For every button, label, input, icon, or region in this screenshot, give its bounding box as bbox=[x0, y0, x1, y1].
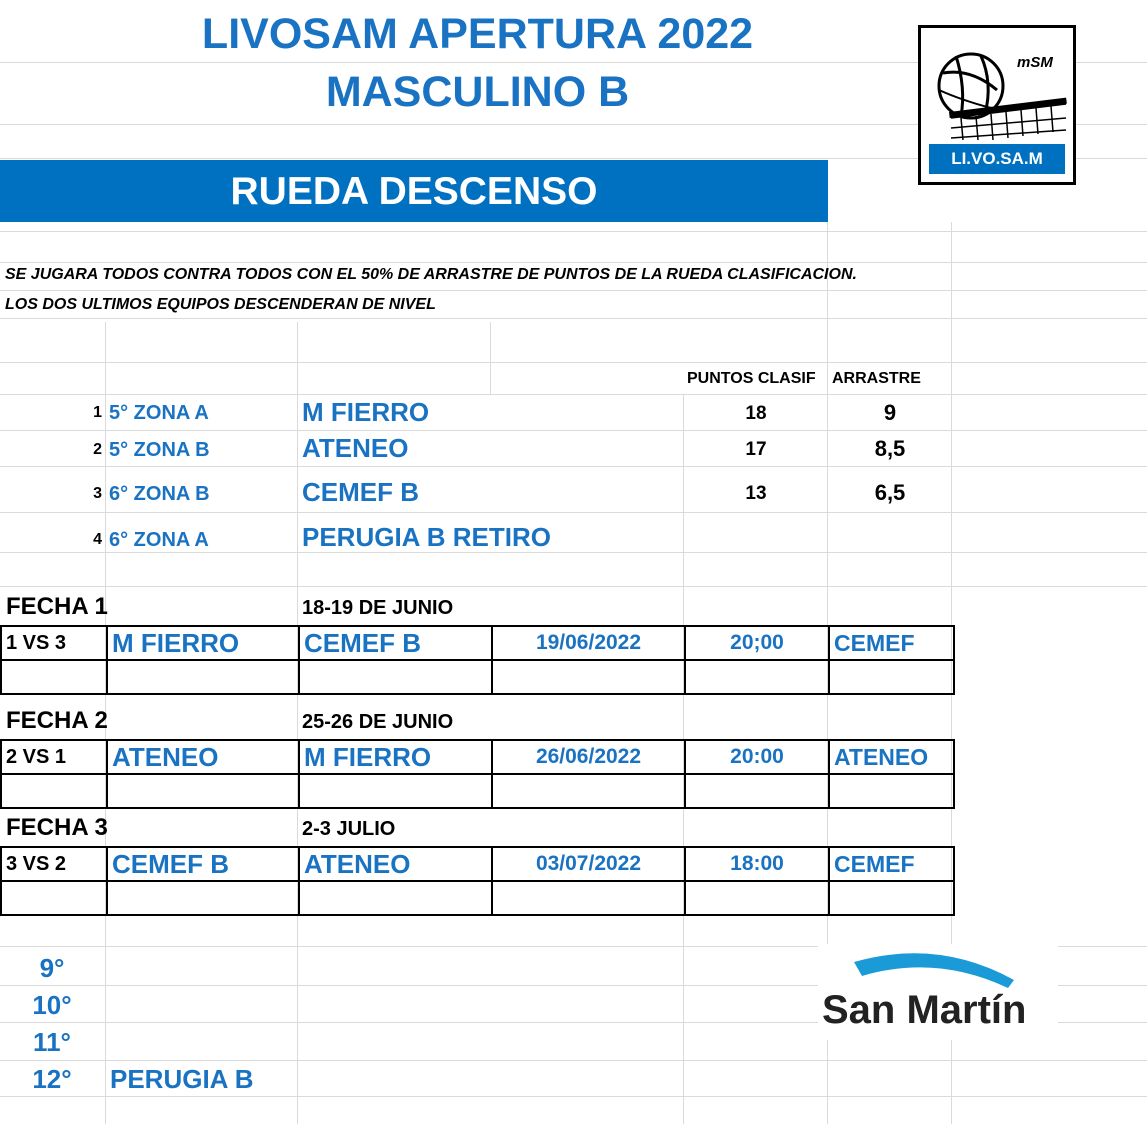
note-line-2: LOS DOS ULTIMOS EQUIPOS DESCENDERAN DE NIVEL bbox=[5, 296, 436, 313]
match-venue: CEMEF bbox=[829, 847, 954, 881]
match-venue: CEMEF bbox=[829, 626, 954, 660]
match-time: 20;00 bbox=[685, 626, 829, 660]
table-row bbox=[1, 626, 954, 660]
logo-label: LI.VO.SA.M bbox=[927, 142, 1067, 176]
san-martin-logo bbox=[818, 944, 1058, 1040]
row-zone: 6° ZONA B bbox=[109, 483, 210, 505]
match-home: CEMEF B bbox=[107, 847, 299, 881]
final-position-9: 9° bbox=[39, 953, 65, 983]
match-time: 18:00 bbox=[685, 847, 829, 881]
table-row bbox=[1, 774, 954, 808]
table-row bbox=[1, 847, 954, 881]
row-arrastre: 8,5 bbox=[874, 436, 906, 461]
match-date: 19/06/2022 bbox=[492, 626, 685, 660]
match-date: 03/07/2022 bbox=[492, 847, 685, 881]
empty-cell bbox=[492, 881, 685, 915]
empty-cell bbox=[829, 774, 954, 808]
fecha-2-label: FECHA 2 bbox=[6, 707, 108, 734]
empty-cell bbox=[685, 881, 829, 915]
fecha-3-dates: 2-3 JULIO bbox=[302, 818, 396, 840]
empty-cell bbox=[299, 881, 492, 915]
final-position-12-team: PERUGIA B bbox=[110, 1064, 254, 1094]
match-home: M FIERRO bbox=[107, 626, 299, 660]
empty-cell bbox=[107, 660, 299, 694]
table-row bbox=[1, 881, 954, 915]
row-index: 3 bbox=[93, 485, 102, 502]
final-position-10: 10° bbox=[32, 990, 72, 1020]
empty-cell bbox=[492, 660, 685, 694]
note-line-1: SE JUGARA TODOS CONTRA TODOS CON EL 50% DE ARRASTRE DE PUNTOS DE LA RUEDA CLASIFICACION. bbox=[5, 266, 857, 283]
fecha-1-dates: 18-19 DE JUNIO bbox=[302, 597, 454, 619]
row-zone: 5° ZONA A bbox=[109, 402, 209, 424]
livosam-logo bbox=[918, 25, 1076, 185]
row-index: 2 bbox=[93, 441, 102, 458]
empty-cell bbox=[685, 774, 829, 808]
row-puntos: 17 bbox=[745, 439, 767, 460]
empty-cell bbox=[299, 660, 492, 694]
empty-cell bbox=[492, 774, 685, 808]
row-arrastre: 6,5 bbox=[874, 480, 906, 505]
match-home: ATENEO bbox=[107, 740, 299, 774]
match-date: 26/06/2022 bbox=[492, 740, 685, 774]
row-team: CEMEF B bbox=[302, 477, 419, 507]
row-index: 4 bbox=[93, 531, 102, 548]
fecha-3-label: FECHA 3 bbox=[6, 814, 108, 841]
row-zone: 6° ZONA A bbox=[109, 529, 209, 551]
fecha-2-dates: 25-26 DE JUNIO bbox=[302, 711, 454, 733]
match-vs: 3 VS 2 bbox=[1, 847, 107, 881]
match-vs: 1 VS 3 bbox=[1, 626, 107, 660]
row-team: ATENEO bbox=[302, 433, 409, 463]
fecha-1-match-table bbox=[0, 625, 955, 695]
row-arrastre: 9 bbox=[883, 400, 897, 425]
empty-cell bbox=[107, 881, 299, 915]
title-line-2: MASCULINO B bbox=[325, 68, 630, 116]
row-index: 1 bbox=[93, 404, 102, 421]
empty-cell bbox=[1, 881, 107, 915]
logo-msm-text: mSM bbox=[1017, 54, 1053, 71]
final-position-12: 12° bbox=[32, 1064, 72, 1094]
row-puntos: 13 bbox=[745, 483, 767, 504]
title-line-1: LIVOSAM APERTURA 2022 bbox=[201, 10, 754, 58]
empty-cell bbox=[107, 774, 299, 808]
empty-cell bbox=[685, 660, 829, 694]
row-team: M FIERRO bbox=[302, 397, 430, 427]
row-puntos: 18 bbox=[745, 403, 767, 424]
fecha-2-match-table bbox=[0, 739, 955, 809]
row-team: PERUGIA B RETIRO bbox=[302, 522, 551, 552]
empty-cell bbox=[829, 660, 954, 694]
match-away: M FIERRO bbox=[299, 740, 492, 774]
fecha-3-match-table bbox=[0, 846, 955, 916]
empty-cell bbox=[1, 774, 107, 808]
match-away: ATENEO bbox=[299, 847, 492, 881]
volleyball-net-icon bbox=[921, 28, 1073, 148]
match-away: CEMEF B bbox=[299, 626, 492, 660]
section-banner: RUEDA DESCENSO bbox=[0, 160, 828, 222]
final-position-11: 11° bbox=[33, 1027, 71, 1057]
table-row bbox=[1, 660, 954, 694]
match-venue: ATENEO bbox=[829, 740, 954, 774]
match-time: 20:00 bbox=[685, 740, 829, 774]
empty-cell bbox=[1, 660, 107, 694]
sponsor-name: San Martín bbox=[822, 988, 1027, 1032]
empty-cell bbox=[299, 774, 492, 808]
match-vs: 2 VS 1 bbox=[1, 740, 107, 774]
row-zone: 5° ZONA B bbox=[109, 439, 210, 461]
fecha-1-label: FECHA 1 bbox=[6, 593, 108, 620]
table-row bbox=[1, 740, 954, 774]
col-puntos-clasif: PUNTOS CLASIF bbox=[687, 370, 816, 387]
col-arrastre: ARRASTRE bbox=[832, 370, 921, 387]
empty-cell bbox=[829, 881, 954, 915]
